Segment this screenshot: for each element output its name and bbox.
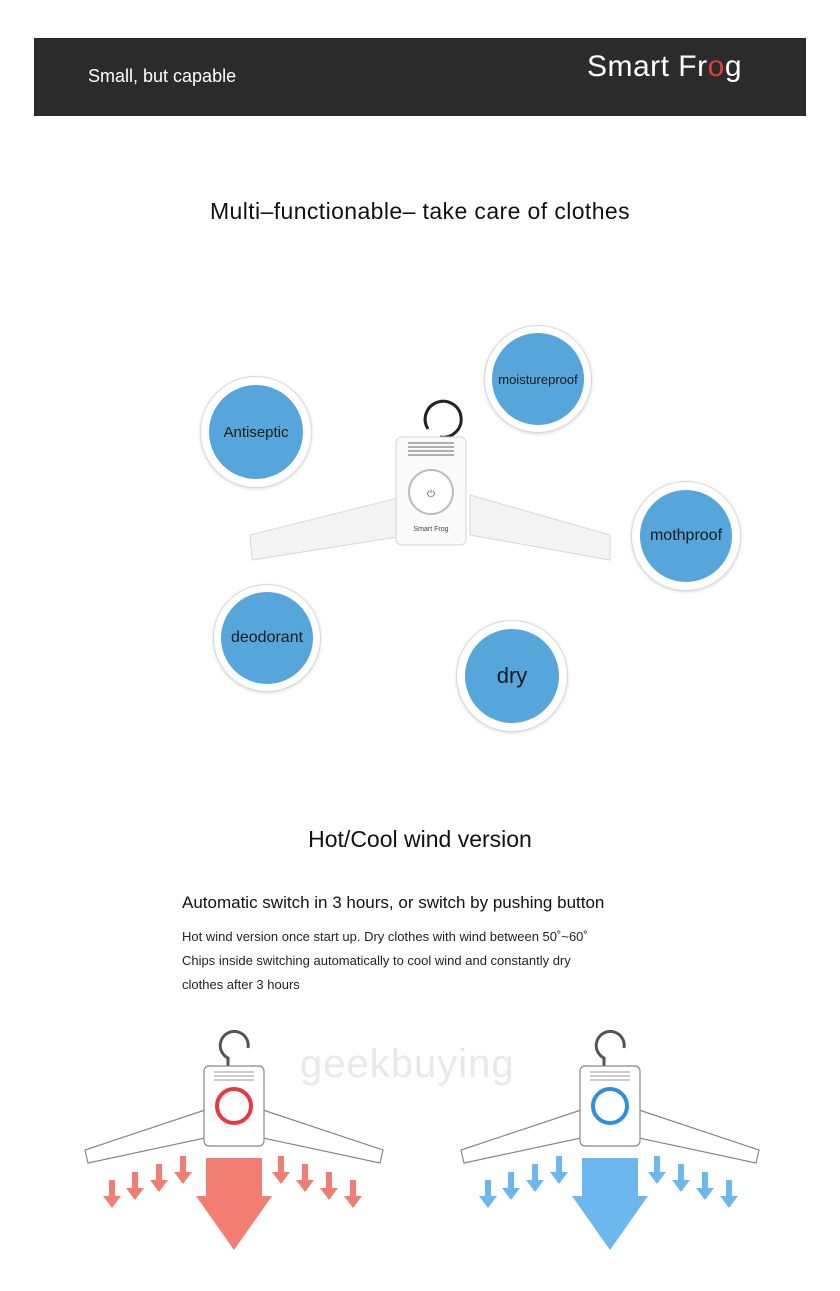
hanger-hook-icon xyxy=(220,1031,248,1068)
feature-bubble-deodorant: deodorant xyxy=(213,584,321,692)
header-banner xyxy=(34,38,806,116)
feature-bubble-moistureproof: moistureproof xyxy=(484,325,592,433)
watermark: geekbuying xyxy=(300,1042,515,1086)
hanger-hook-icon xyxy=(596,1031,624,1068)
hot-arrows xyxy=(103,1156,362,1250)
feature-bubble-dry: dry xyxy=(456,620,568,732)
description-line-2: Chips inside switching automatically to cool wind and constantly dry xyxy=(182,953,571,968)
description-line-1: Hot wind version once start up. Dry clothes with wind between 50˚~60˚ xyxy=(182,929,588,944)
power-icon: ⏻ xyxy=(427,489,435,500)
hot-wind-illustration xyxy=(80,1018,390,1258)
section-subtitle: Automatic switch in 3 hours, or switch by pushing button xyxy=(182,893,605,912)
description-line-3: clothes after 3 hours xyxy=(182,977,300,992)
section-title-hot-cool: Hot/Cool wind version xyxy=(308,826,532,852)
tagline: Small, but capable xyxy=(88,66,237,86)
feature-bubble-antiseptic: Antiseptic xyxy=(200,376,312,488)
cool-arrows xyxy=(479,1156,738,1250)
section-title-multifunction: Multi–functionable– take care of clothes xyxy=(209,198,631,224)
cool-wind-illustration xyxy=(456,1018,766,1258)
hanger-hook-icon xyxy=(425,401,461,437)
brand-logo: Smart Frog xyxy=(586,50,742,83)
down-arrow-icon xyxy=(572,1158,648,1250)
down-arrow-icon xyxy=(196,1158,272,1250)
product-brand-label: Smart Frog xyxy=(413,526,449,533)
feature-bubble-mothproof: mothproof xyxy=(631,481,741,591)
